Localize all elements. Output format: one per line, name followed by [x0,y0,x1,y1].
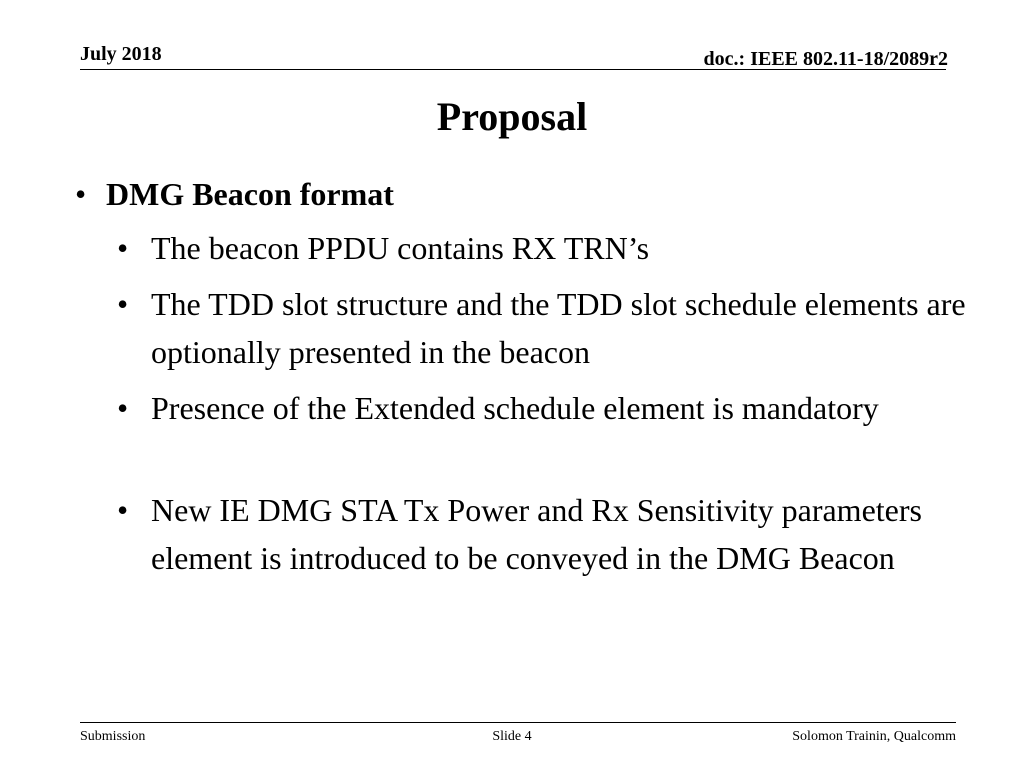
bullet-icon: • [117,492,129,528]
bullet-level2-text: The beacon PPDU contains RX TRN’s [151,230,650,266]
footer-submission: Submission [80,729,146,744]
header-divider [80,69,946,70]
footer-divider [80,722,956,723]
bullet-icon: • [117,230,129,266]
bullet-level2-text: The TDD slot structure and the TDD slot schedule elements are optionally presented in the beacon [151,286,966,370]
header-doc-id: doc.: IEEE 802.11-18/2089r2 [703,48,948,70]
bullet-level2-text: Presence of the Extended schedule element is mandatory [151,390,879,426]
bullet-icon: • [75,176,87,212]
bullet-icon: • [117,286,129,322]
header-date: July 2018 [80,43,162,65]
bullet-level1-text: DMG Beacon format [106,176,394,212]
slide-title: Proposal [436,94,588,139]
bullet-level2-text: New IE DMG STA Tx Power and Rx Sensitivity parameters element is introduced to be conveyed in the DMG Beacon [151,492,922,576]
footer-slide-number: Slide 4 [492,729,532,744]
bullet-icon: • [117,390,129,426]
footer-author: Solomon Trainin, Qualcomm [792,729,956,744]
